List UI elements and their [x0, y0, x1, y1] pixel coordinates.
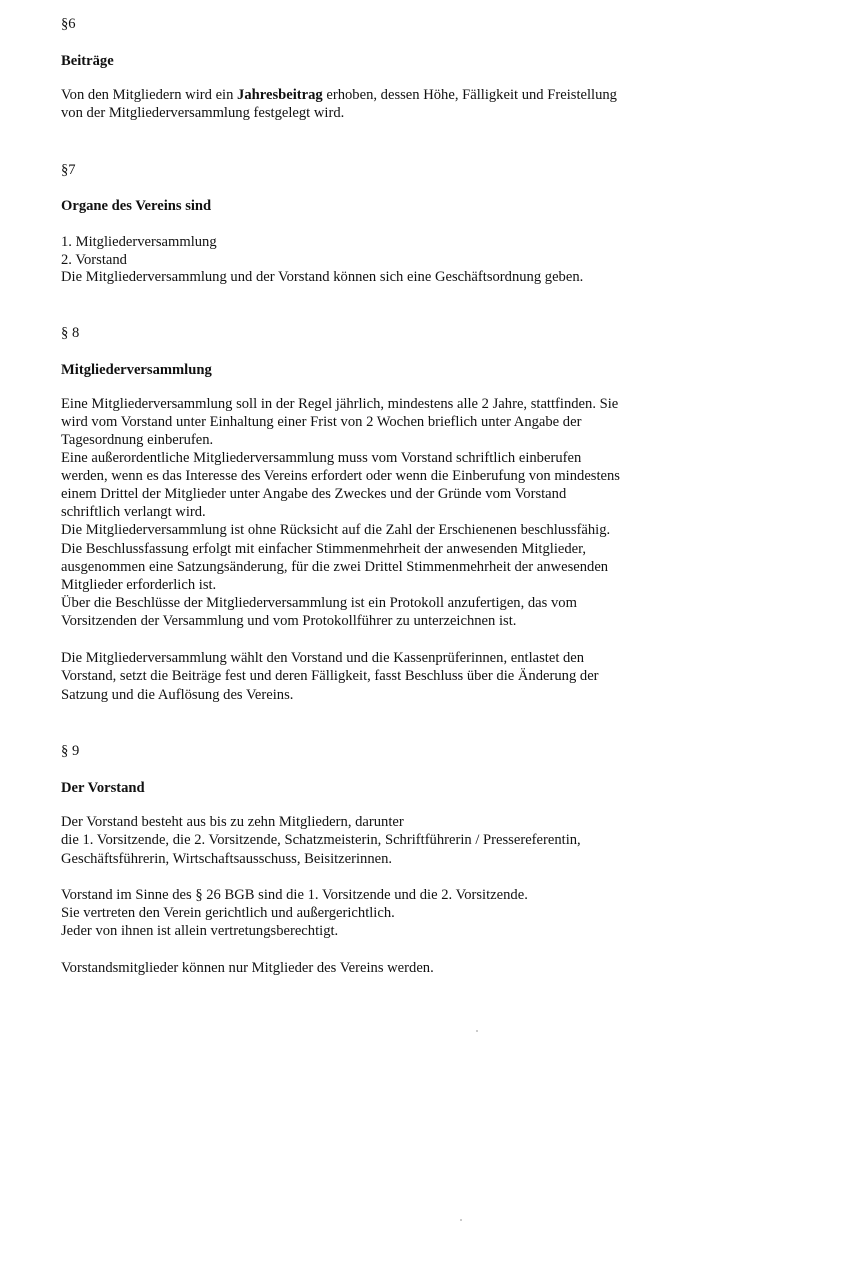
section-8-line: Satzung und die Auflösung des Vereins.	[61, 687, 294, 703]
section-8-line: werden, wenn es das Interesse des Vereins erfordert oder wenn die Einberufung von mindestens	[61, 468, 620, 484]
section-8-line: Tagesordnung einberufen.	[61, 432, 214, 448]
section-9-number: § 9	[61, 743, 80, 759]
section-6-paragraph-line-2: von der Mitgliederversammlung festgelegt wird.	[61, 105, 345, 121]
section-9-line: Der Vorstand besteht aus bis zu zehn Mitgliedern, darunter	[61, 814, 404, 830]
section-8-line: Die Mitgliederversammlung wählt den Vorstand und die Kassenprüferinnen, entlastet den	[61, 650, 585, 666]
section-6-paragraph-line-1	[61, 88, 617, 103]
section-8-line: Vorstand, setzt die Beiträge fest und deren Fälligkeit, fasst Beschluss über die Änderung der	[61, 668, 599, 684]
section-6-title: Beiträge	[61, 53, 114, 69]
section-8-line: Vorsitzenden der Versammlung und vom Protokollführer zu unterzeichnen ist.	[61, 613, 517, 629]
section-7-line: Die Mitgliederversammlung und der Vorstand können sich eine Geschäftsordnung geben.	[61, 269, 584, 285]
scan-speck	[476, 1030, 478, 1032]
section-8-line: ausgenommen eine Satzungsänderung, für die zwei Drittel Stimmenmehrheit der anwesenden	[61, 559, 609, 575]
text-run: Von den Mitgliedern wird ein	[61, 87, 238, 103]
section-8-line: wird vom Vorstand unter Einhaltung einer Frist von 2 Wochen brieflich unter Angabe der	[61, 414, 582, 430]
section-9-title: Der Vorstand	[61, 780, 145, 796]
section-8-line: einem Drittel der Mitglieder unter Angabe des Zweckes und der Gründe vom Vorstand	[61, 486, 567, 502]
section-9-line: Geschäftsführerin, Wirtschaftsausschuss, Beisitzerinnen.	[61, 851, 393, 867]
section-9-line: Sie vertreten den Verein gerichtlich und außergerichtlich.	[61, 905, 395, 921]
section-8-line: schriftlich verlangt wird.	[61, 504, 206, 520]
section-8-line: Eine Mitgliederversammlung soll in der Regel jährlich, mindestens alle 2 Jahre, stattfinden. Sie	[61, 396, 619, 412]
section-8-line: Über die Beschlüsse der Mitgliederversammlung ist ein Protokoll anzufertigen, das vom	[61, 595, 577, 611]
section-7-number: §7	[61, 162, 76, 178]
section-8-number: § 8	[61, 325, 80, 341]
text-run: erhoben, dessen Höhe, Fälligkeit und Freistellung	[322, 87, 617, 103]
section-7-line: 2. Vorstand	[61, 252, 127, 268]
section-8-title: Mitgliederversammlung	[61, 362, 212, 378]
section-8-line: Die Beschlussfassung erfolgt mit einfacher Stimmenmehrheit der anwesenden Mitglieder,	[61, 541, 587, 557]
section-9-line: Jeder von ihnen ist allein vertretungsberechtigt.	[61, 923, 339, 939]
section-9-line: Vorstand im Sinne des § 26 BGB sind die 1. Vorsitzende und die 2. Vorsitzende.	[61, 887, 528, 903]
section-7-title: Organe des Vereins sind	[61, 198, 212, 214]
section-8-line: Mitglieder erforderlich ist.	[61, 577, 217, 593]
section-9-line: Vorstandsmitglieder können nur Mitglieder des Vereins werden.	[61, 960, 434, 976]
section-6-number: §6	[61, 16, 76, 32]
section-8-line: Die Mitgliederversammlung ist ohne Rücksicht auf die Zahl der Erschienenen beschlussfähig.	[61, 522, 611, 538]
section-8-line: Eine außerordentliche Mitgliederversammlung muss vom Vorstand schriftlich einberufen	[61, 450, 582, 466]
bold-term: Jahresbeitrag	[237, 87, 323, 103]
scan-speck	[460, 1219, 462, 1221]
section-7-line: 1. Mitgliederversammlung	[61, 234, 217, 250]
section-9-line: die 1. Vorsitzende, die 2. Vorsitzende, Schatzmeisterin, Schriftführerin / Pressereferentin,	[61, 832, 581, 848]
